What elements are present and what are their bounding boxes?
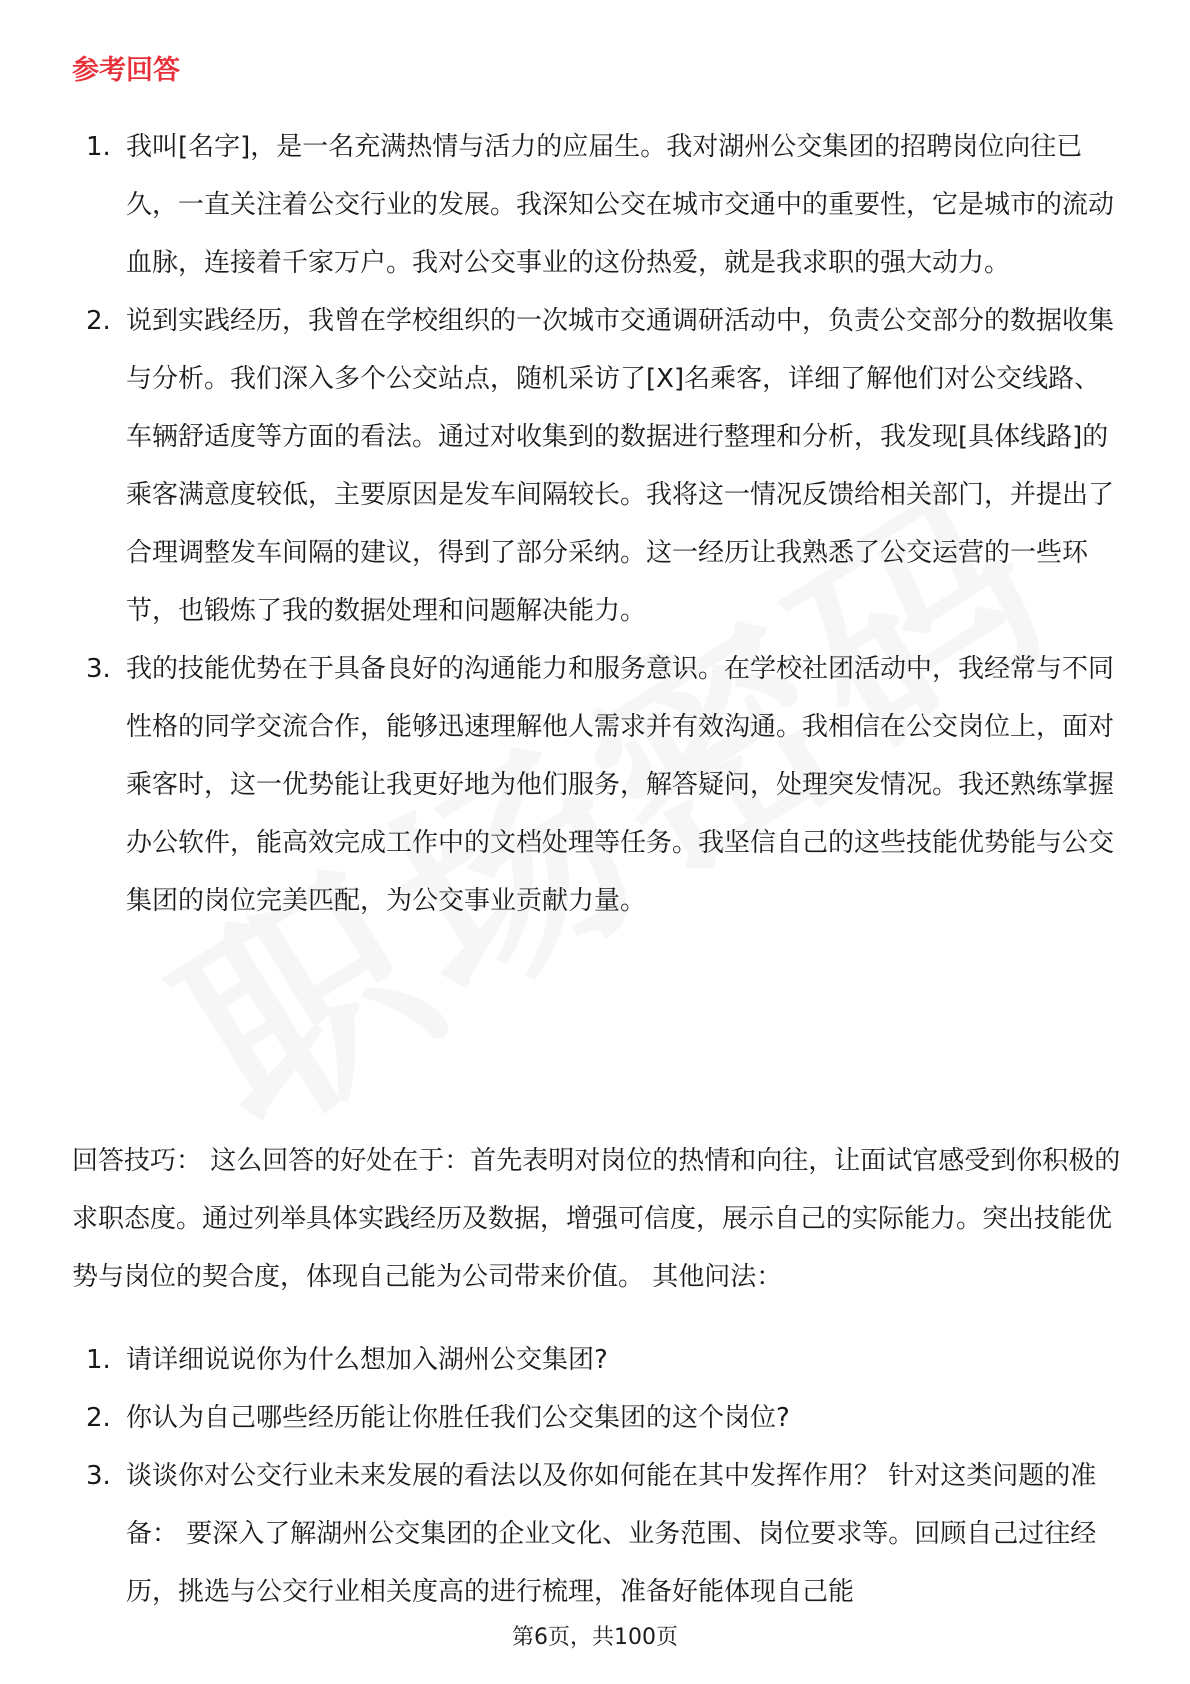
list-number: 3. (86, 1461, 111, 1491)
list-number: 3. (86, 654, 111, 684)
answer-item (0, 640, 1190, 930)
question-text: 你认为自己哪些经历能让你胜任我们公交集团的这个岗位? (126, 1403, 790, 1433)
answer-list (0, 118, 1190, 930)
question-list (0, 1331, 1190, 1621)
answer-text: 我叫[名字]，是一名充满热情与活力的应届生。我对湖州公交集团的招聘岗位向往已久，一直关注着公交行业的发展。我深知公交在城市交通中的重要性，它是城市的流动血脉，连接着千家万户。我对公交事业的这份热爱，就是我求职的强大动力。 (126, 132, 1115, 278)
question-item (0, 1389, 1190, 1447)
question-text: 请详细说说你为什么想加入湖州公交集团? (126, 1345, 608, 1375)
answer-tips: 回答技巧： 这么回答的好处在于：首先表明对岗位的热情和向往，让面试官感受到你积极的求职态度。通过列举具体实践经历及数据，增强可信度，展示自己的实际能力。突出技能优势与岗位的契合度，体现自己能为公司带来价值。 其他问法： (72, 1146, 1121, 1292)
list-number: 2. (86, 306, 111, 336)
section-title: 参考回答 (72, 55, 180, 86)
answer-item (0, 118, 1190, 292)
question-item (0, 1331, 1190, 1389)
answer-text: 说到实践经历，我曾在学校组织的一次城市交通调研活动中，负责公交部分的数据收集与分析。我们深入多个公交站点，随机采访了[X]名乘客，详细了解他们对公交线路、车辆舒适度等方面的看法。通过对收集到的数据进行整理和分析，我发现[具体线路]的乘客满意度较低，主要原因是发车间隔较长。我将这一情况反馈给相关部门，并提出了合理调整发车间隔的建议，得到了部分采纳。这一经历让我熟悉了公交运营的一些环节，也锻炼了我的数据处理和问题解决能力。 (126, 306, 1115, 626)
list-number: 2. (86, 1403, 111, 1433)
question-item (0, 1447, 1190, 1621)
question-text: 谈谈你对公交行业未来发展的看法以及你如何能在其中发挥作用？ 针对这类问题的准备： 要深入了解湖州公交集团的企业文化、业务范围、岗位要求等。回顾自己过往经历，挑选与公交行业相关度高的进行梳理，准备好能体现自己能 (126, 1461, 1097, 1607)
page-footer: 第6页，共100页 (512, 1625, 678, 1650)
list-number: 1. (86, 132, 111, 162)
answer-item (0, 292, 1190, 640)
list-number: 1. (86, 1345, 111, 1375)
answer-text: 我的技能优势在于具备良好的沟通能力和服务意识。在学校社团活动中，我经常与不同性格的同学交流合作，能够迅速理解他人需求并有效沟通。我相信在公交岗位上，面对乘客时，这一优势能让我更好地为他们服务，解答疑问，处理突发情况。我还熟练掌握办公软件，能高效完成工作中的文档处理等任务。我坚信自己的这些技能优势能与公交集团的岗位完美匹配，为公交事业贡献力量。 (126, 654, 1115, 916)
